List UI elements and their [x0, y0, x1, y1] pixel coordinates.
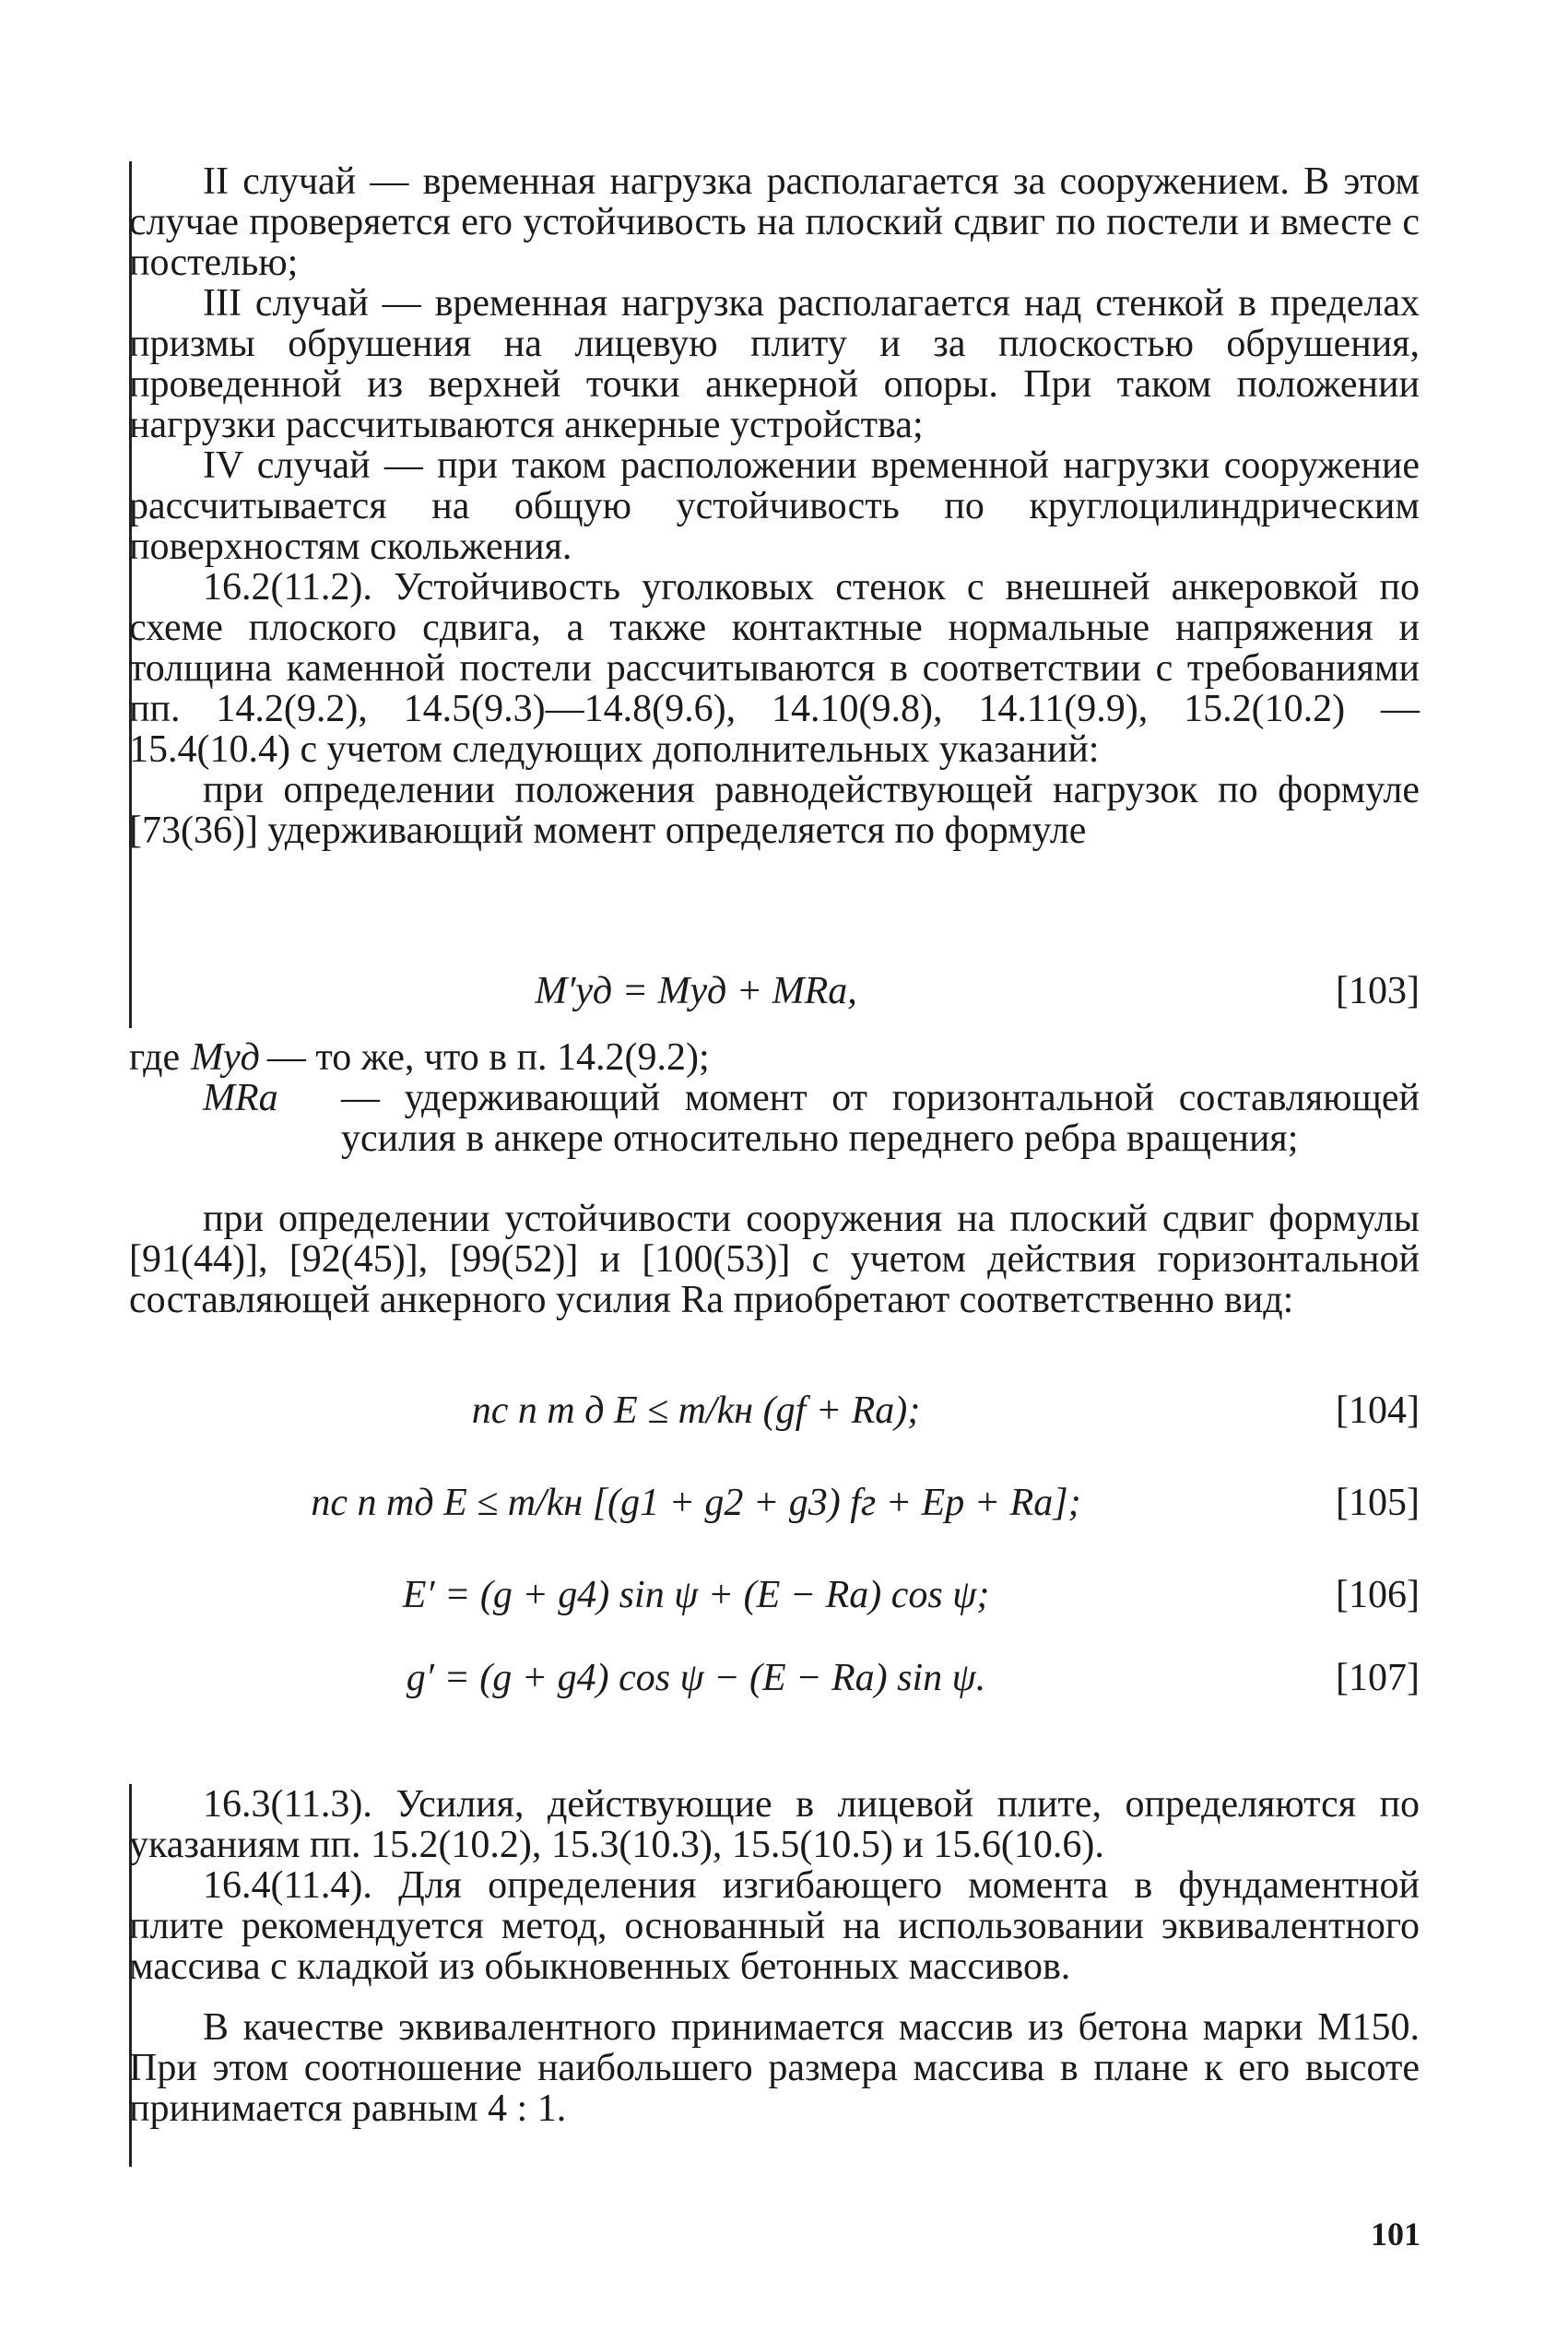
text-block-top	[129, 161, 1420, 851]
formula-105	[129, 1475, 1420, 1531]
paragraph-case-3: III случай — временная нагрузка располагается над стенкой в пределах призмы обрушения на лицевую плиту и за плоскостью обрушения, проведенной из верхней точки анкерной опоры. При таком положении нагрузки рассчитываются анкерные устройства;	[129, 282, 1420, 446]
formula-107	[129, 1650, 1420, 1706]
paragraph-16-2: 16.2(11.2). Устойчивость уголковых стенок с внешней анкеровкой по схеме плоского сдвига, а также контактные нормальные напряжения и толщина каменной постели рассчитываются в соответствии с требованиями пп. 14.2(9.2), 14.5(9.3)—14.8(9.6), 14.10(9.8), 14.11(9.9), 15.2(10.2) — 15.4(10.4) с учетом следующих дополнительных указаний:	[129, 566, 1420, 771]
formula-104	[129, 1383, 1420, 1438]
definition-text-2: — удерживающий момент от горизонтальной составляющей усилия в анкере относительно переднего ребра вращения;	[341, 1077, 1420, 1160]
text-block-bottom	[129, 1784, 1420, 2129]
page-number: 101	[1371, 2216, 1421, 2252]
where-word: где	[129, 1036, 181, 1079]
formula-107-expression: g′ = (g + g4) cos ψ − (E − Ra) sin ψ.	[406, 1657, 986, 1699]
formula-104-expression: nc n m д E ≤ m/kн (gf + Ra);	[471, 1389, 921, 1432]
paragraph-case-4: IV случай — при таком расположении временной нагрузки сооружение рассчитывается на общую устойчивость по круглоцилиндрическим поверхностям скольжения.	[129, 444, 1420, 568]
formula-105-number: [105]	[1336, 1482, 1420, 1524]
formula-106-number: [106]	[1336, 1574, 1420, 1616]
paragraph-shear: при определении устойчивости сооружения на плоский сдвиг формулы [91(44)], [92(45)], [99(52)] и [100(53)] с учетом действия горизонтальной составляющей анкерного усилия Ra приобретают соответственно вид:	[129, 1198, 1420, 1321]
definition-symbol-2: MRa	[203, 1077, 278, 1119]
formula-107-number: [107]	[1336, 1657, 1420, 1699]
definition-symbol-1: Mуд	[191, 1036, 260, 1079]
formula-104-number: [104]	[1336, 1389, 1420, 1432]
paragraph-resultant: при определении положения равнодействующей нагрузок по формуле [73(36)] удерживающий момент определяется по формуле	[129, 769, 1420, 852]
paragraph-equivalent-mass: В качестве эквивалентного принимается массив из бетона марки М150. При этом соотношение наибольшего размера массива в плане к его высоте принимается равным 4 : 1.	[129, 2006, 1420, 2130]
paragraph-16-3: 16.3(11.3). Усилия, действующие в лицевой плите, определяются по указаниям пп. 15.2(10.2), 15.3(10.3), 15.5(10.5) и 15.6(10.6).	[129, 1783, 1420, 1866]
paragraph-16-4: 16.4(11.4). Для определения изгибающего момента в фундаментной плите рекомендуется метод, основанный на использовании эквивалентного массива с кладкой из обыкновенных бетонных массивов.	[129, 1864, 1420, 1988]
formula-106-expression: E′ = (g + g4) sin ψ + (E − Ra) cos ψ;	[402, 1574, 990, 1616]
formula-103-expression: M′уд = Mуд + MRa,	[535, 970, 857, 1012]
formula-105-expression: nc n mд E ≤ m/kн [(g1 + g2 + g3) fг + Ep + Ra];	[311, 1482, 1081, 1524]
definition-text-1: — то же, что в п. 14.2(9.2);	[266, 1036, 710, 1079]
text-block-middle	[129, 1199, 1420, 1320]
formula-106	[129, 1567, 1420, 1623]
formula-103	[129, 964, 1420, 1019]
formula-103-number: [103]	[1336, 970, 1420, 1012]
paragraph-case-2: II случай — временная нагрузка располагается за сооружением. В этом случае проверяется его устойчивость на плоский сдвиг по постели и вместе с постелью;	[129, 160, 1420, 284]
definition-row-1	[129, 1037, 1420, 1078]
